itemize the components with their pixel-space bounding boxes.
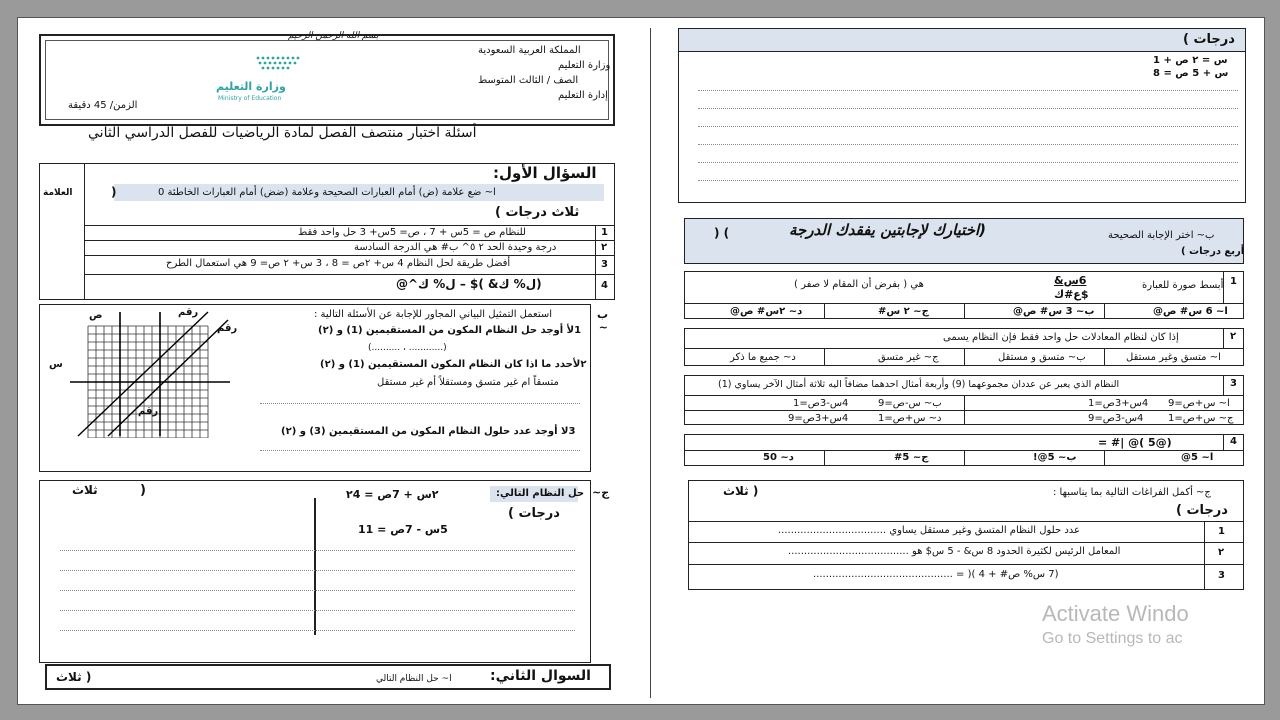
mc-q1-condition: هي ( بفرض أن المقام لا صفر ) [794,279,924,290]
q1-grade-label: العلامة [43,188,73,198]
activation-watermark-title: Activate Windo [1042,601,1189,626]
q1-title: السؤال الأول: [493,164,597,182]
header-line-3: الصف / الثالث المتوسط [478,75,579,86]
mc-grades: أربع درجات ) [1181,246,1245,257]
mc-q4-option-a: ا~ 5@ [1181,452,1214,463]
qb-item-3: 3لا أوجد عدد حلول النظام المكون من المستقيمين (3) و (٢) [281,426,576,437]
qb-item-1-blank: (............ ، ..........) [368,343,447,353]
mc-q3-option-c2: 4س-3ص=9 [1088,413,1144,424]
mc-q3-option-d2: 4س+3ص=9 [788,413,849,424]
mc-q3-option-d: د~ س+ص=1 [878,413,942,424]
mc-warning: (اختيارك لإجابتين يفقدك الدرجة [789,221,986,239]
q1-paren: ( [111,185,117,199]
fill-three: ( ثلاث [723,484,759,498]
q2-sub: ا~ حل النظام التالي [376,674,452,684]
graph-line-label-3: رقم [138,406,159,417]
activation-watermark-sub: Go to Settings to ac [1042,630,1183,647]
fill-instructions: ج~ أكمل الفراغات التالية بما يناسبها : [1053,487,1211,498]
mc-q3-stem: النظام الذي يعبر عن عددان مجموعهما (9) وأربعة أمثال احدهما مضافاً اليه ثلاثة أمثال الآخر يساوي (1) [718,379,1120,390]
mc-q2-option-d: د~ جميع ما ذكر [730,352,796,363]
mc-q3-option-c: ج~ س+ص=1 [1168,413,1234,424]
qb-item-2: ٢لأحدد ما اذا كان النظام المكون المستقيمين (1) و (٢) [320,359,587,370]
q1-grades: ثلاث درجات ) [495,205,580,220]
qb-item-1: 1لأ أوجد حل النظام المكون من المستقيمين (1) و (٢) [318,325,582,336]
header-line-1: المملكة العربية السعودية [478,45,581,56]
mc-q1-frac-bottom: $ع#ك [1054,288,1089,301]
graph-x-label: س [49,359,63,370]
qc-label: ج~ [592,486,610,499]
mc-instructions: ب~ اختر الإجابة الصحيحة [1108,230,1215,241]
mc-q3-option-b: ب~ س-ص=9 [878,398,942,409]
mc-q2-option-a: ا~ متسق وغير مستقل [1126,352,1221,363]
mc-q1-stem: أبسط صورة للعبارة [1142,280,1224,291]
right-top-eq-2: س + 5 ص = 8 [1153,68,1229,79]
mc-q1-option-a: ا~ 6 س# ص@ [1153,306,1228,317]
graph-y-label: ص [89,310,103,321]
right-top-grades: درجات ) [1183,32,1235,47]
mc-q1-frac-top: 6س& [1054,274,1087,287]
graph [48,308,233,438]
mc-q3-option-b2: 4س-3ص=1 [793,398,849,409]
graph-line-label-2: رقم [217,323,238,334]
fill-grades: درجات ) [1176,503,1228,518]
mc-q4-option-b: ب~ 5@! [1033,452,1077,463]
mc-q4-stem: (@5 )@ |# = [1098,436,1172,449]
qc-grades: درجات ) [508,506,560,521]
q2-title: السوال الثاني: [490,668,591,684]
mc-q3-option-a: ا~ س+ص=9 [1168,398,1230,409]
mc-paren: ) ( [714,226,730,240]
q1-instructions: ا~ ضع علامة (ض) أمام العبارات الصحيحة وعلامة (ضض) أمام العبارات الخاطئة 0 [158,187,496,198]
mc-q3-option-a2: 4س+3ص=1 [1088,398,1149,409]
qc-paren: ( [140,483,146,498]
logo-subtext: Ministry of Education [218,95,282,102]
mc-q1-option-c: ج~ ٢ س# [878,306,929,317]
right-top-eq-1: س = ٢ ص + 1 [1153,55,1228,66]
qc-eq-1: ٢س + 7ص = ٢4 [346,488,439,501]
mc-q4-option-c: ج~ 5# [894,452,929,463]
logo-text: وزارة التعليم [216,80,286,93]
qc-three: ثلاث [72,483,98,497]
header-line-2: وزارة التعليم [558,60,611,71]
q2-three: ( ثلاث [56,670,92,684]
qb-item-2b: متسقاً ام غير متسق ومستقلاً أم غير مستقل [377,377,559,388]
qb-instructions: استعمل التمثيل البياني المجاور للإجابة عن الأسئلة التالية : [314,309,553,320]
mc-q2-option-c: ج~ غير متسق [878,352,939,363]
graph-line-label-1: رقم [178,307,199,318]
page-divider [650,28,651,698]
mc-q4-option-d: د~ 50 [763,452,794,463]
qc-title: حل النظام التالي: [496,488,585,499]
mc-q1-option-d: د~ ٢س# ص@ [730,306,803,317]
basmala: بسم الله الرحمن الرحيم [288,31,379,41]
mc-q2-stem: إذا كان لنظام المعادلات حل واحد فقط فإن النظام يسمى [943,332,1179,343]
header-line-4: إدارة التعليم [558,90,608,101]
exam-title: أسئلة اختبار منتصف الفصل لمادة الرياضيات للفصل الدراسي الثاني [88,125,477,141]
mc-q2-option-b: ب~ متسق و مستقل [998,352,1086,363]
document-page: بسم الله الرحمن الرحيم المملكة العربية السعودية وزارة التعليم الصف / الثالث المتوسط إدارة التعليم وزارة التعليم Ministry of Education الزمن/ 45 دقيقة أسئلة اختبار منتصف الفصل لمادة الرياضيات للفصل الدراسي الثاني العلامة السؤال الأول: ا~ ضع علامة (ض) أمام العبارات الصحيحة وعلامة (ضض) أمام العبارات الخاطئة 0 ( ثلاث درجات ) 1 للنظام ص = 5س + 7 ، ص= 5س+ 3 حل واحد فقط ٢ درجة وحيدة الحد ٢ ٥^ ب# هي الدرجة السادسة 3 أفضل طريقة لحل النظام 4 س+ ٢ص = 8 ، 3 س+ ٢ ص= 9 هي استعمال الطرح 4 (ل% ك& )$ – ل% ك^@ ب ~ استعمل التمثيل البياني المجاور للإجابة عن الأسئلة التالية : 1لأ أوجد حل النظام المكون من المستقيمين (1) و (٢) (............ ، ..........) ٢لأحدد ما اذا كان النظام المكون المستقيمين (1) و (٢) متسقاً ام غير متسق ومستقلاً أم غير مستقل 3لا أوجد عدد حلول النظام المكون من المستقيمين (3) و (٢) ص س رقم رقم رقم ج~ حل النظام التالي: ٢س + 7ص = ٢4 5س - 7ص = 11 درجات ) ثلاث ( السوال الثاني: ا~ حل النظام التالي ( ثلاث درجات ) س = ٢ ص + 1 س + 5 ص = 8 ب~ اختر الإجابة الصحيحة (اختيارك لإجابتين يفقدك الدرجة ) ( أربع درجات ) 1 أبسط صورة للعبارة 6س& $ع#ك هي ( بفرض أن المقام لا صفر ) ا~ 6 س# ص@ ب~ 3 س# ص@ ج~ ٢ س# د~ ٢س# ص@ ٢ إذا كان لنظام المعادلات حل واحد فقط فإن النظام يسمى ا~ متسق وغير مستقل ب~ متسق و مستقل ج~ غير متسق د~ جميع ما ذكر 3 النظام الذي يعبر عن عددان مجموعهما (9) وأربعة أمثال احدهما مضافاً اليه ثلاثة أمثال الآخر يساوي (1) ا~ س+ص=9 4س+3ص=1 ب~ س-ص=9 4س-3ص=1 ج~ س+ص=1 4س-3ص=9 د~ س+ص=1 4س+3ص=9 4 (@5 )@ |# = ا~ 5@ ب~ 5@! ج~ 5# د~ 50 ج~ أكمل الفراغات التالية بما يناسبها : ( ثلاث درجات ) 1 عدد حلول النظام المتسق وغير مستقل يساوي .................................. ٢ المعامل الرئيس لكثيرة الحدود 8 س& - 5 س$ هو ...................................... 3 (7 س% ص# + 4 )( = ............................................ Activate Windo Go to Settings to ac [17,17,1265,705]
mc-q1-option-b: ب~ 3 س# ص@ [1013,306,1095,317]
exam-time: الزمن/ 45 دقيقة [68,100,138,111]
qb-label: ب ~ [596,308,608,334]
qc-eq-2: 5س - 7ص = 11 [358,523,448,536]
